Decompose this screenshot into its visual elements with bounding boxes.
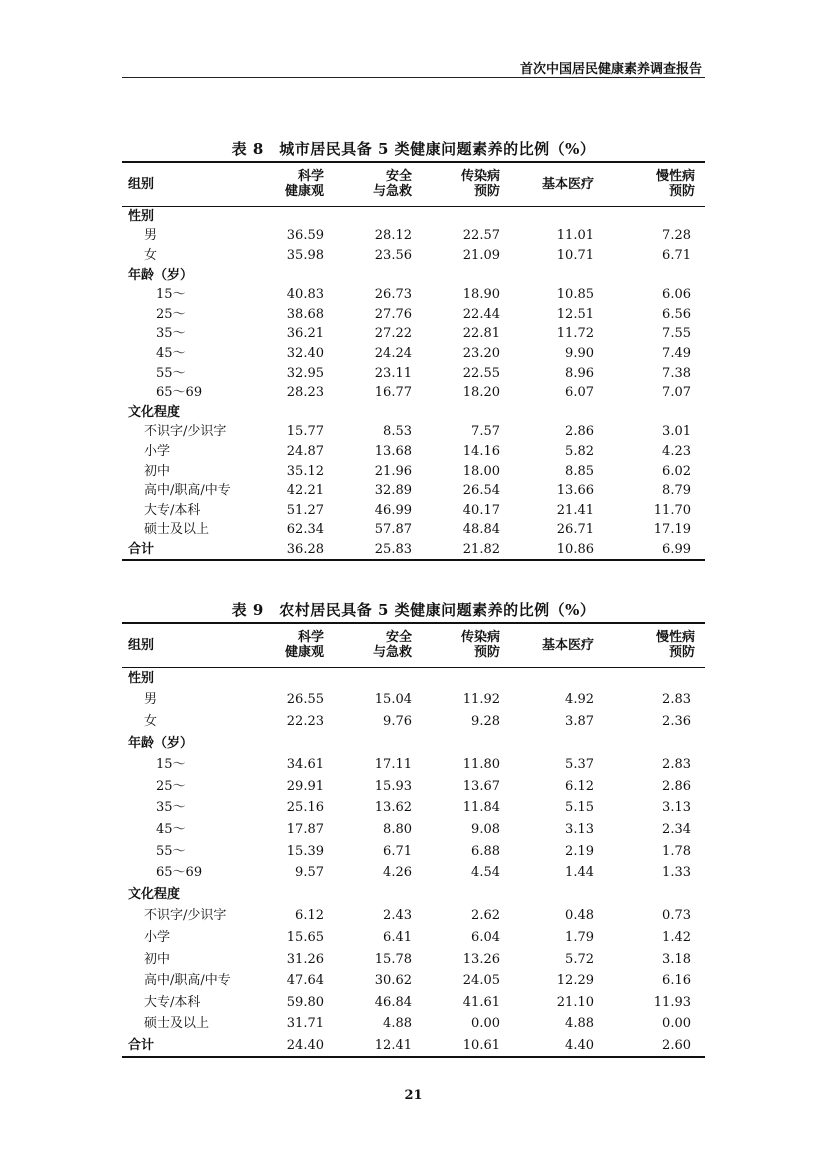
cell-value bbox=[430, 265, 518, 285]
cell-value bbox=[518, 883, 612, 905]
cell-value: 40.83 bbox=[286, 287, 324, 303]
cell-value: 15.78 bbox=[374, 951, 412, 967]
row-label: 硕士及以上 bbox=[144, 1016, 210, 1032]
table-row bbox=[122, 1013, 705, 1035]
table-9-head bbox=[122, 623, 705, 667]
cell-value: 22.23 bbox=[286, 713, 324, 729]
cell-value: 41.61 bbox=[462, 994, 500, 1010]
table-8-body bbox=[122, 206, 705, 560]
table-row bbox=[122, 304, 705, 324]
cell-value: 14.16 bbox=[462, 443, 500, 459]
cell-value: 8.96 bbox=[565, 365, 594, 381]
cell-value: 11.92 bbox=[462, 692, 500, 708]
cell-value: 24.87 bbox=[286, 443, 324, 459]
column-header: 传染病 预防 bbox=[430, 162, 518, 206]
cell-value bbox=[518, 402, 612, 422]
cell-value: 17.19 bbox=[653, 522, 691, 538]
row-label: 初中 bbox=[144, 463, 171, 479]
cell-value: 4.88 bbox=[565, 1016, 594, 1032]
cell-value: 12.51 bbox=[556, 306, 594, 322]
cell-value: 17.11 bbox=[374, 757, 412, 773]
row-label: 初中 bbox=[144, 951, 171, 967]
cell-value: 62.34 bbox=[286, 522, 324, 538]
row-label: 大专/本科 bbox=[144, 502, 201, 518]
cell-value: 21.82 bbox=[462, 541, 500, 557]
table-row bbox=[122, 383, 705, 403]
row-label: 男 bbox=[144, 228, 158, 244]
cell-value: 30.62 bbox=[374, 973, 412, 989]
cell-value: 26.55 bbox=[286, 692, 324, 708]
cell-value: 11.72 bbox=[556, 326, 594, 342]
table-row bbox=[122, 797, 705, 819]
cell-value: 7.07 bbox=[662, 385, 691, 401]
cell-value: 48.84 bbox=[462, 522, 500, 538]
cell-value bbox=[342, 265, 430, 285]
row-label: 男 bbox=[144, 692, 158, 708]
cell-value bbox=[430, 402, 518, 422]
row-label: 文化程度 bbox=[128, 886, 181, 902]
table-9-body bbox=[122, 667, 705, 1057]
cell-value: 4.26 bbox=[383, 865, 412, 881]
cell-value bbox=[612, 206, 705, 226]
cell-value: 12.41 bbox=[374, 1037, 412, 1053]
cell-value: 2.19 bbox=[565, 843, 594, 859]
column-header: 安全 与急救 bbox=[342, 623, 430, 667]
cell-value: 35.98 bbox=[286, 247, 324, 263]
row-label: 不识字/少识字 bbox=[144, 908, 227, 924]
row-label: 15～ bbox=[156, 287, 186, 303]
row-label: 35～ bbox=[156, 326, 186, 342]
cell-value: 2.43 bbox=[383, 908, 412, 924]
table-row bbox=[122, 711, 705, 733]
table-row bbox=[122, 285, 705, 305]
category-row bbox=[122, 732, 705, 754]
cell-value: 42.21 bbox=[286, 483, 324, 499]
cell-value: 6.16 bbox=[662, 973, 691, 989]
cell-value: 7.38 bbox=[662, 365, 691, 381]
cell-value: 9.90 bbox=[565, 345, 594, 361]
cell-value: 36.59 bbox=[286, 228, 324, 244]
cell-value: 3.13 bbox=[662, 800, 691, 816]
cell-value: 3.13 bbox=[565, 821, 594, 837]
cell-value: 15.04 bbox=[374, 692, 412, 708]
cell-value bbox=[612, 883, 705, 905]
cell-value: 11.80 bbox=[462, 757, 500, 773]
cell-value: 32.95 bbox=[286, 365, 324, 381]
row-label: 55～ bbox=[156, 843, 186, 859]
column-header: 组别 bbox=[122, 162, 260, 206]
cell-value: 35.12 bbox=[286, 463, 324, 479]
category-row bbox=[122, 883, 705, 905]
cell-value: 6.12 bbox=[295, 908, 324, 924]
table-row bbox=[122, 442, 705, 462]
cell-value: 8.53 bbox=[383, 424, 412, 440]
cell-value: 4.88 bbox=[383, 1016, 412, 1032]
cell-value bbox=[260, 667, 342, 689]
table-row bbox=[122, 819, 705, 841]
cell-value bbox=[430, 206, 518, 226]
cell-value: 36.28 bbox=[286, 541, 324, 557]
row-label: 女 bbox=[144, 247, 158, 263]
total-row bbox=[122, 540, 705, 561]
cell-value: 2.36 bbox=[662, 713, 691, 729]
row-label: 年龄（岁） bbox=[128, 735, 194, 751]
table-row bbox=[122, 422, 705, 442]
cell-value bbox=[260, 402, 342, 422]
cell-value: 0.48 bbox=[565, 908, 594, 924]
cell-value: 15.39 bbox=[286, 843, 324, 859]
cell-value bbox=[342, 883, 430, 905]
running-header: 首次中国居民健康素养调查报告 bbox=[519, 62, 702, 77]
cell-value bbox=[342, 667, 430, 689]
table-row bbox=[122, 754, 705, 776]
cell-value: 31.71 bbox=[286, 1016, 324, 1032]
cell-value: 4.23 bbox=[662, 443, 691, 459]
cell-value: 2.86 bbox=[565, 424, 594, 440]
row-label: 高中/职高/中专 bbox=[144, 483, 231, 499]
table-row bbox=[122, 905, 705, 927]
cell-value: 13.68 bbox=[374, 443, 412, 459]
table-9 bbox=[122, 598, 705, 1058]
cell-value: 9.28 bbox=[471, 713, 500, 729]
cell-value: 27.22 bbox=[374, 326, 412, 342]
cell-value: 16.77 bbox=[374, 385, 412, 401]
cell-value: 6.56 bbox=[662, 306, 691, 322]
table-row bbox=[122, 246, 705, 266]
page-number: 21 bbox=[404, 1088, 423, 1103]
cell-value: 10.61 bbox=[462, 1037, 500, 1053]
cell-value: 36.21 bbox=[286, 326, 324, 342]
cell-value: 15.65 bbox=[286, 929, 324, 945]
cell-value: 6.04 bbox=[471, 929, 500, 945]
cell-value: 6.88 bbox=[471, 843, 500, 859]
cell-value: 47.64 bbox=[286, 973, 324, 989]
row-label: 合计 bbox=[128, 1037, 155, 1053]
cell-value: 40.17 bbox=[462, 502, 500, 518]
table-row bbox=[122, 927, 705, 949]
cell-value bbox=[342, 206, 430, 226]
row-label: 小学 bbox=[144, 443, 171, 459]
table-row bbox=[122, 461, 705, 481]
column-header: 传染病 预防 bbox=[430, 623, 518, 667]
cell-value bbox=[342, 732, 430, 754]
column-header: 慢性病 预防 bbox=[612, 623, 705, 667]
cell-value: 6.07 bbox=[565, 385, 594, 401]
table-8-title: 表 8 城市居民具备 5 类健康问题素养的比例（%） bbox=[231, 140, 596, 158]
cell-value bbox=[260, 265, 342, 285]
cell-value: 6.02 bbox=[662, 463, 691, 479]
row-label: 小学 bbox=[144, 929, 171, 945]
column-header: 组别 bbox=[122, 623, 260, 667]
table-row bbox=[122, 363, 705, 383]
row-label: 年龄（岁） bbox=[128, 267, 194, 283]
cell-value: 1.44 bbox=[565, 865, 594, 881]
header-row bbox=[122, 162, 705, 206]
cell-value: 25.83 bbox=[374, 541, 412, 557]
table-row bbox=[122, 500, 705, 520]
cell-value: 1.33 bbox=[662, 865, 691, 881]
category-row bbox=[122, 265, 705, 285]
cell-value: 18.00 bbox=[462, 463, 500, 479]
table-row bbox=[122, 775, 705, 797]
cell-value: 0.00 bbox=[662, 1016, 691, 1032]
cell-value: 21.41 bbox=[556, 502, 594, 518]
category-row bbox=[122, 402, 705, 422]
row-label: 硕士及以上 bbox=[144, 522, 210, 538]
cell-value: 10.85 bbox=[556, 287, 594, 303]
cell-value: 21.96 bbox=[374, 463, 412, 479]
row-label: 大专/本科 bbox=[144, 994, 201, 1010]
cell-value: 0.00 bbox=[471, 1016, 500, 1032]
cell-value: 10.86 bbox=[556, 541, 594, 557]
row-label: 35～ bbox=[156, 800, 186, 816]
cell-value: 46.99 bbox=[374, 502, 412, 518]
cell-value: 7.28 bbox=[662, 228, 691, 244]
cell-value: 13.67 bbox=[462, 778, 500, 794]
cell-value: 22.57 bbox=[462, 228, 500, 244]
cell-value: 2.60 bbox=[662, 1037, 691, 1053]
cell-value: 28.23 bbox=[286, 385, 324, 401]
cell-value: 25.16 bbox=[286, 800, 324, 816]
cell-value bbox=[612, 265, 705, 285]
cell-value: 11.01 bbox=[556, 228, 594, 244]
table-8 bbox=[122, 137, 705, 561]
cell-value: 32.40 bbox=[286, 345, 324, 361]
cell-value: 13.26 bbox=[462, 951, 500, 967]
cell-value: 15.93 bbox=[374, 778, 412, 794]
cell-value: 9.08 bbox=[471, 821, 500, 837]
cell-value: 10.71 bbox=[556, 247, 594, 263]
column-header: 科学 健康观 bbox=[260, 162, 342, 206]
cell-value bbox=[430, 883, 518, 905]
row-label: 女 bbox=[144, 713, 158, 729]
category-row bbox=[122, 667, 705, 689]
cell-value: 26.71 bbox=[556, 522, 594, 538]
cell-value: 18.90 bbox=[462, 287, 500, 303]
cell-value: 7.55 bbox=[662, 326, 691, 342]
row-label: 合计 bbox=[128, 541, 155, 557]
cell-value: 31.26 bbox=[286, 951, 324, 967]
row-label: 高中/职高/中专 bbox=[144, 973, 231, 989]
cell-value bbox=[260, 883, 342, 905]
cell-value: 24.40 bbox=[286, 1037, 324, 1053]
cell-value: 9.57 bbox=[295, 865, 324, 881]
cell-value: 11.84 bbox=[462, 800, 500, 816]
cell-value: 46.84 bbox=[374, 994, 412, 1010]
cell-value: 28.12 bbox=[374, 228, 412, 244]
cell-value: 2.86 bbox=[662, 778, 691, 794]
cell-value: 2.62 bbox=[471, 908, 500, 924]
row-label: 性别 bbox=[128, 670, 155, 686]
cell-value bbox=[612, 402, 705, 422]
row-label: 65～69 bbox=[156, 865, 203, 881]
cell-value: 23.11 bbox=[374, 365, 412, 381]
cell-value: 8.79 bbox=[662, 483, 691, 499]
table-row bbox=[122, 689, 705, 711]
cell-value: 15.77 bbox=[286, 424, 324, 440]
table-row bbox=[122, 991, 705, 1013]
row-label: 文化程度 bbox=[128, 404, 181, 420]
row-label: 不识字/少识字 bbox=[144, 424, 227, 440]
column-header: 基本医疗 bbox=[518, 623, 612, 667]
table-row bbox=[122, 970, 705, 992]
row-label: 25～ bbox=[156, 306, 186, 322]
cell-value: 13.62 bbox=[374, 800, 412, 816]
cell-value: 2.83 bbox=[662, 692, 691, 708]
cell-value: 23.56 bbox=[374, 247, 412, 263]
cell-value: 5.82 bbox=[565, 443, 594, 459]
cell-value: 21.10 bbox=[556, 994, 594, 1010]
cell-value: 8.80 bbox=[383, 821, 412, 837]
cell-value: 9.76 bbox=[383, 713, 412, 729]
row-label: 25～ bbox=[156, 778, 186, 794]
cell-value: 34.61 bbox=[286, 757, 324, 773]
cell-value: 4.40 bbox=[565, 1037, 594, 1053]
cell-value bbox=[342, 402, 430, 422]
cell-value: 2.83 bbox=[662, 757, 691, 773]
table-row bbox=[122, 520, 705, 540]
cell-value: 26.54 bbox=[462, 483, 500, 499]
cell-value: 22.44 bbox=[462, 306, 500, 322]
cell-value bbox=[518, 206, 612, 226]
cell-value: 5.37 bbox=[565, 757, 594, 773]
cell-value: 32.89 bbox=[374, 483, 412, 499]
cell-value: 13.66 bbox=[556, 483, 594, 499]
cell-value: 21.09 bbox=[462, 247, 500, 263]
cell-value: 59.80 bbox=[286, 994, 324, 1010]
cell-value: 11.70 bbox=[653, 502, 691, 518]
cell-value: 3.87 bbox=[565, 713, 594, 729]
cell-value: 6.71 bbox=[383, 843, 412, 859]
table-row bbox=[122, 862, 705, 884]
header-rule bbox=[122, 77, 705, 78]
column-header: 安全 与急救 bbox=[342, 162, 430, 206]
cell-value: 27.76 bbox=[374, 306, 412, 322]
cell-value: 1.79 bbox=[565, 929, 594, 945]
table-row bbox=[122, 344, 705, 364]
cell-value: 3.01 bbox=[662, 424, 691, 440]
cell-value bbox=[430, 732, 518, 754]
row-label: 性别 bbox=[128, 208, 155, 224]
cell-value: 4.54 bbox=[471, 865, 500, 881]
row-label: 65～69 bbox=[156, 385, 203, 401]
cell-value bbox=[260, 732, 342, 754]
row-label: 45～ bbox=[156, 821, 186, 837]
cell-value: 38.68 bbox=[286, 306, 324, 322]
cell-value: 18.20 bbox=[462, 385, 500, 401]
cell-value bbox=[612, 667, 705, 689]
cell-value: 1.42 bbox=[662, 929, 691, 945]
cell-value: 6.41 bbox=[383, 929, 412, 945]
row-label: 55～ bbox=[156, 365, 186, 381]
cell-value bbox=[612, 732, 705, 754]
cell-value: 3.18 bbox=[662, 951, 691, 967]
total-row bbox=[122, 1035, 705, 1058]
cell-value: 29.91 bbox=[286, 778, 324, 794]
cell-value: 26.73 bbox=[374, 287, 412, 303]
cell-value: 4.92 bbox=[565, 692, 594, 708]
cell-value: 5.72 bbox=[565, 951, 594, 967]
cell-value: 24.05 bbox=[462, 973, 500, 989]
cell-value: 51.27 bbox=[286, 502, 324, 518]
cell-value: 57.87 bbox=[374, 522, 412, 538]
cell-value: 0.73 bbox=[662, 908, 691, 924]
cell-value: 24.24 bbox=[374, 345, 412, 361]
cell-value: 22.81 bbox=[462, 326, 500, 342]
cell-value: 7.49 bbox=[662, 345, 691, 361]
cell-value: 23.20 bbox=[462, 345, 500, 361]
cell-value: 7.57 bbox=[471, 424, 500, 440]
cell-value: 6.71 bbox=[662, 247, 691, 263]
cell-value: 17.87 bbox=[286, 821, 324, 837]
cell-value: 1.78 bbox=[662, 843, 691, 859]
cell-value: 22.55 bbox=[462, 365, 500, 381]
header-row bbox=[122, 623, 705, 667]
cell-value: 6.12 bbox=[565, 778, 594, 794]
cell-value: 12.29 bbox=[556, 973, 594, 989]
category-row bbox=[122, 206, 705, 226]
cell-value bbox=[518, 667, 612, 689]
table-row bbox=[122, 948, 705, 970]
table-row bbox=[122, 840, 705, 862]
cell-value: 8.85 bbox=[565, 463, 594, 479]
table-9-grid bbox=[122, 622, 705, 1058]
table-row bbox=[122, 226, 705, 246]
table-8-grid bbox=[122, 161, 705, 561]
table-9-title: 表 9 农村居民具备 5 类健康问题素养的比例（%） bbox=[231, 601, 596, 619]
cell-value bbox=[518, 732, 612, 754]
cell-value: 11.93 bbox=[653, 994, 691, 1010]
cell-value bbox=[518, 265, 612, 285]
column-header: 基本医疗 bbox=[518, 162, 612, 206]
cell-value bbox=[260, 206, 342, 226]
table-row bbox=[122, 481, 705, 501]
cell-value: 6.99 bbox=[662, 541, 691, 557]
cell-value: 6.06 bbox=[662, 287, 691, 303]
row-label: 45～ bbox=[156, 345, 186, 361]
row-label: 15～ bbox=[156, 757, 186, 773]
cell-value: 2.34 bbox=[662, 821, 691, 837]
column-header: 科学 健康观 bbox=[260, 623, 342, 667]
cell-value: 5.15 bbox=[565, 800, 594, 816]
table-8-head bbox=[122, 162, 705, 206]
cell-value bbox=[430, 667, 518, 689]
column-header: 慢性病 预防 bbox=[612, 162, 705, 206]
table-row bbox=[122, 324, 705, 344]
